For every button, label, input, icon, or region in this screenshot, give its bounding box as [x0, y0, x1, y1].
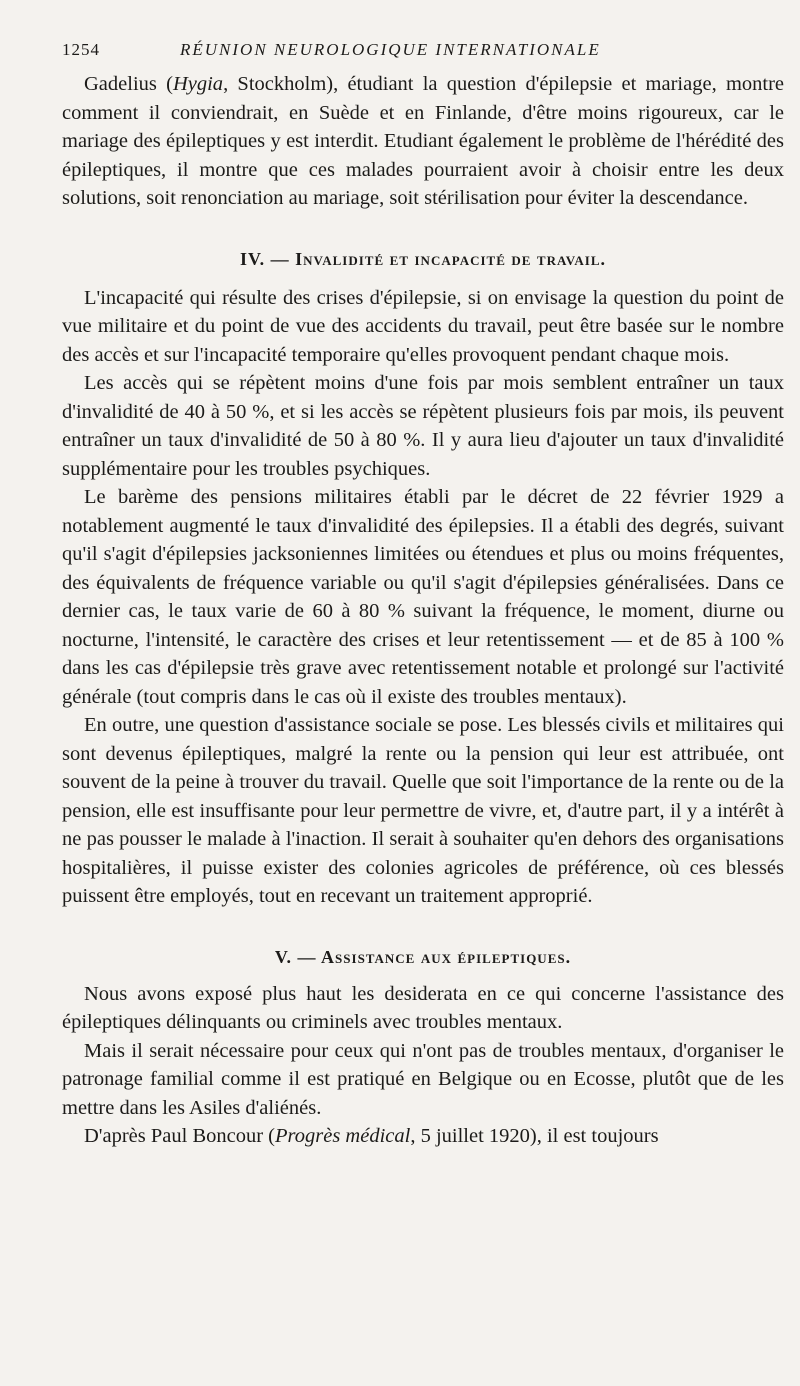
- text-run: Gadelius (: [84, 73, 173, 95]
- paragraph-gadelius: [62, 70, 784, 213]
- journal-title: Progrès médical: [275, 1125, 411, 1147]
- section-heading-iv: IV. — Invalidité et incapacité de travail.: [239, 248, 607, 269]
- journal-title: Hygia: [172, 73, 224, 95]
- paragraph: Mais il serait nécessaire pour ceux qui n'ont pas de troubles mentaux, d'organiser le patronage familial comme il est pratiqué en Belgique ou en Ecosse, plutôt que de les mettre dans les Asiles d'aliénés.: [62, 1039, 784, 1119]
- paragraph: Le barème des pensions militaires établi par le décret de 22 février 1929 a notablement augmenté le taux d'invalidité des épilepsies. Il a établi des degrés, suivant qu'il s'agit d'épilepsies jacksoniennes limitées ou étendues et plus ou moins fréquentes, des équivalents de fréquence variable ou qu'il s'agit d'épilepsies généralisées. Dans ce dernier cas, le taux varie de 60 à 80 % suivant la fréquence, le moment, diurne ou nocturne, l'intensité, le caractère des crises et leur retentissement — et de 85 à 100 % dans les cas d'épilepsie très grave avec retentissement notable et prolongé sur l'activité générale (tout compris dans le cas où il existe des troubles mentaux).: [62, 486, 784, 708]
- paragraph: Les accès qui se répètent moins d'une fois par mois semblent entraîner un taux d'invalidité de 40 à 50 %, et si les accès se répètent plusieurs fois par mois, ils peuvent entraîner un taux d'invalidité de 50 à 80 %. Il y aura lieu d'ajouter un taux d'invalidité supplémentaire pour les troubles psychiques.: [62, 372, 784, 480]
- text-run: , Stockholm), étudiant la question d'épilepsie et mariage, montre comment il conviendrait, en Suède et en Finlande, d'être moins rigoureux, car le mariage des épileptiques y est interdit. Etudiant également le problème de l'hérédité des épileptiques, il montre que ces malades pourraient avoir à choisir entre les deux solutions, soit renonciation au mariage, soit stérilisation pour éviter la descendance.: [62, 73, 785, 209]
- page: [62, 40, 784, 1151]
- paragraph: Nous avons exposé plus haut les desiderata en ce qui concerne l'assistance des épileptiques délinquants ou criminels avec troubles mentaux.: [62, 982, 784, 1033]
- running-head: [62, 40, 784, 70]
- paragraph-boncour: [62, 1122, 784, 1151]
- page-number: 1254: [62, 40, 100, 59]
- section-heading-v: V. — Assistance aux épileptiques.: [274, 946, 572, 967]
- text-run: , 5 juillet 1920), il est toujours: [410, 1125, 659, 1147]
- paragraph: L'incapacité qui résulte des crises d'épilepsie, si on envisage la question du point de vue militaire et du point de vue des accidents du travail, peut être basée sur le nombre des accès et sur l'incapacité temporaire qu'elles provoquent pendant chaque mois.: [62, 286, 784, 366]
- running-title: RÉUNION NEUROLOGIQUE INTERNATIONALE: [180, 40, 601, 59]
- paragraph: En outre, une question d'assistance sociale se pose. Les blessés civils et militaires qui sont devenus épileptiques, malgré la rente ou la pension qui leur est attribuée, ont souvent de la peine à trouver du travail. Quelle que soit l'importance de la rente ou de la pension, elle est insuffisante pour leur permettre de vivre, et, d'autre part, il y a intérêt à ne pas pousser le malade à l'inaction. Il serait à souhaiter qu'en dehors des organisations hospitalières, il puisse exister des colonies agricoles de préférence, où ces blessés puissent être employés, tout en recevant un traitement approprié.: [62, 714, 784, 907]
- text-run: D'après Paul Boncour (: [84, 1125, 275, 1147]
